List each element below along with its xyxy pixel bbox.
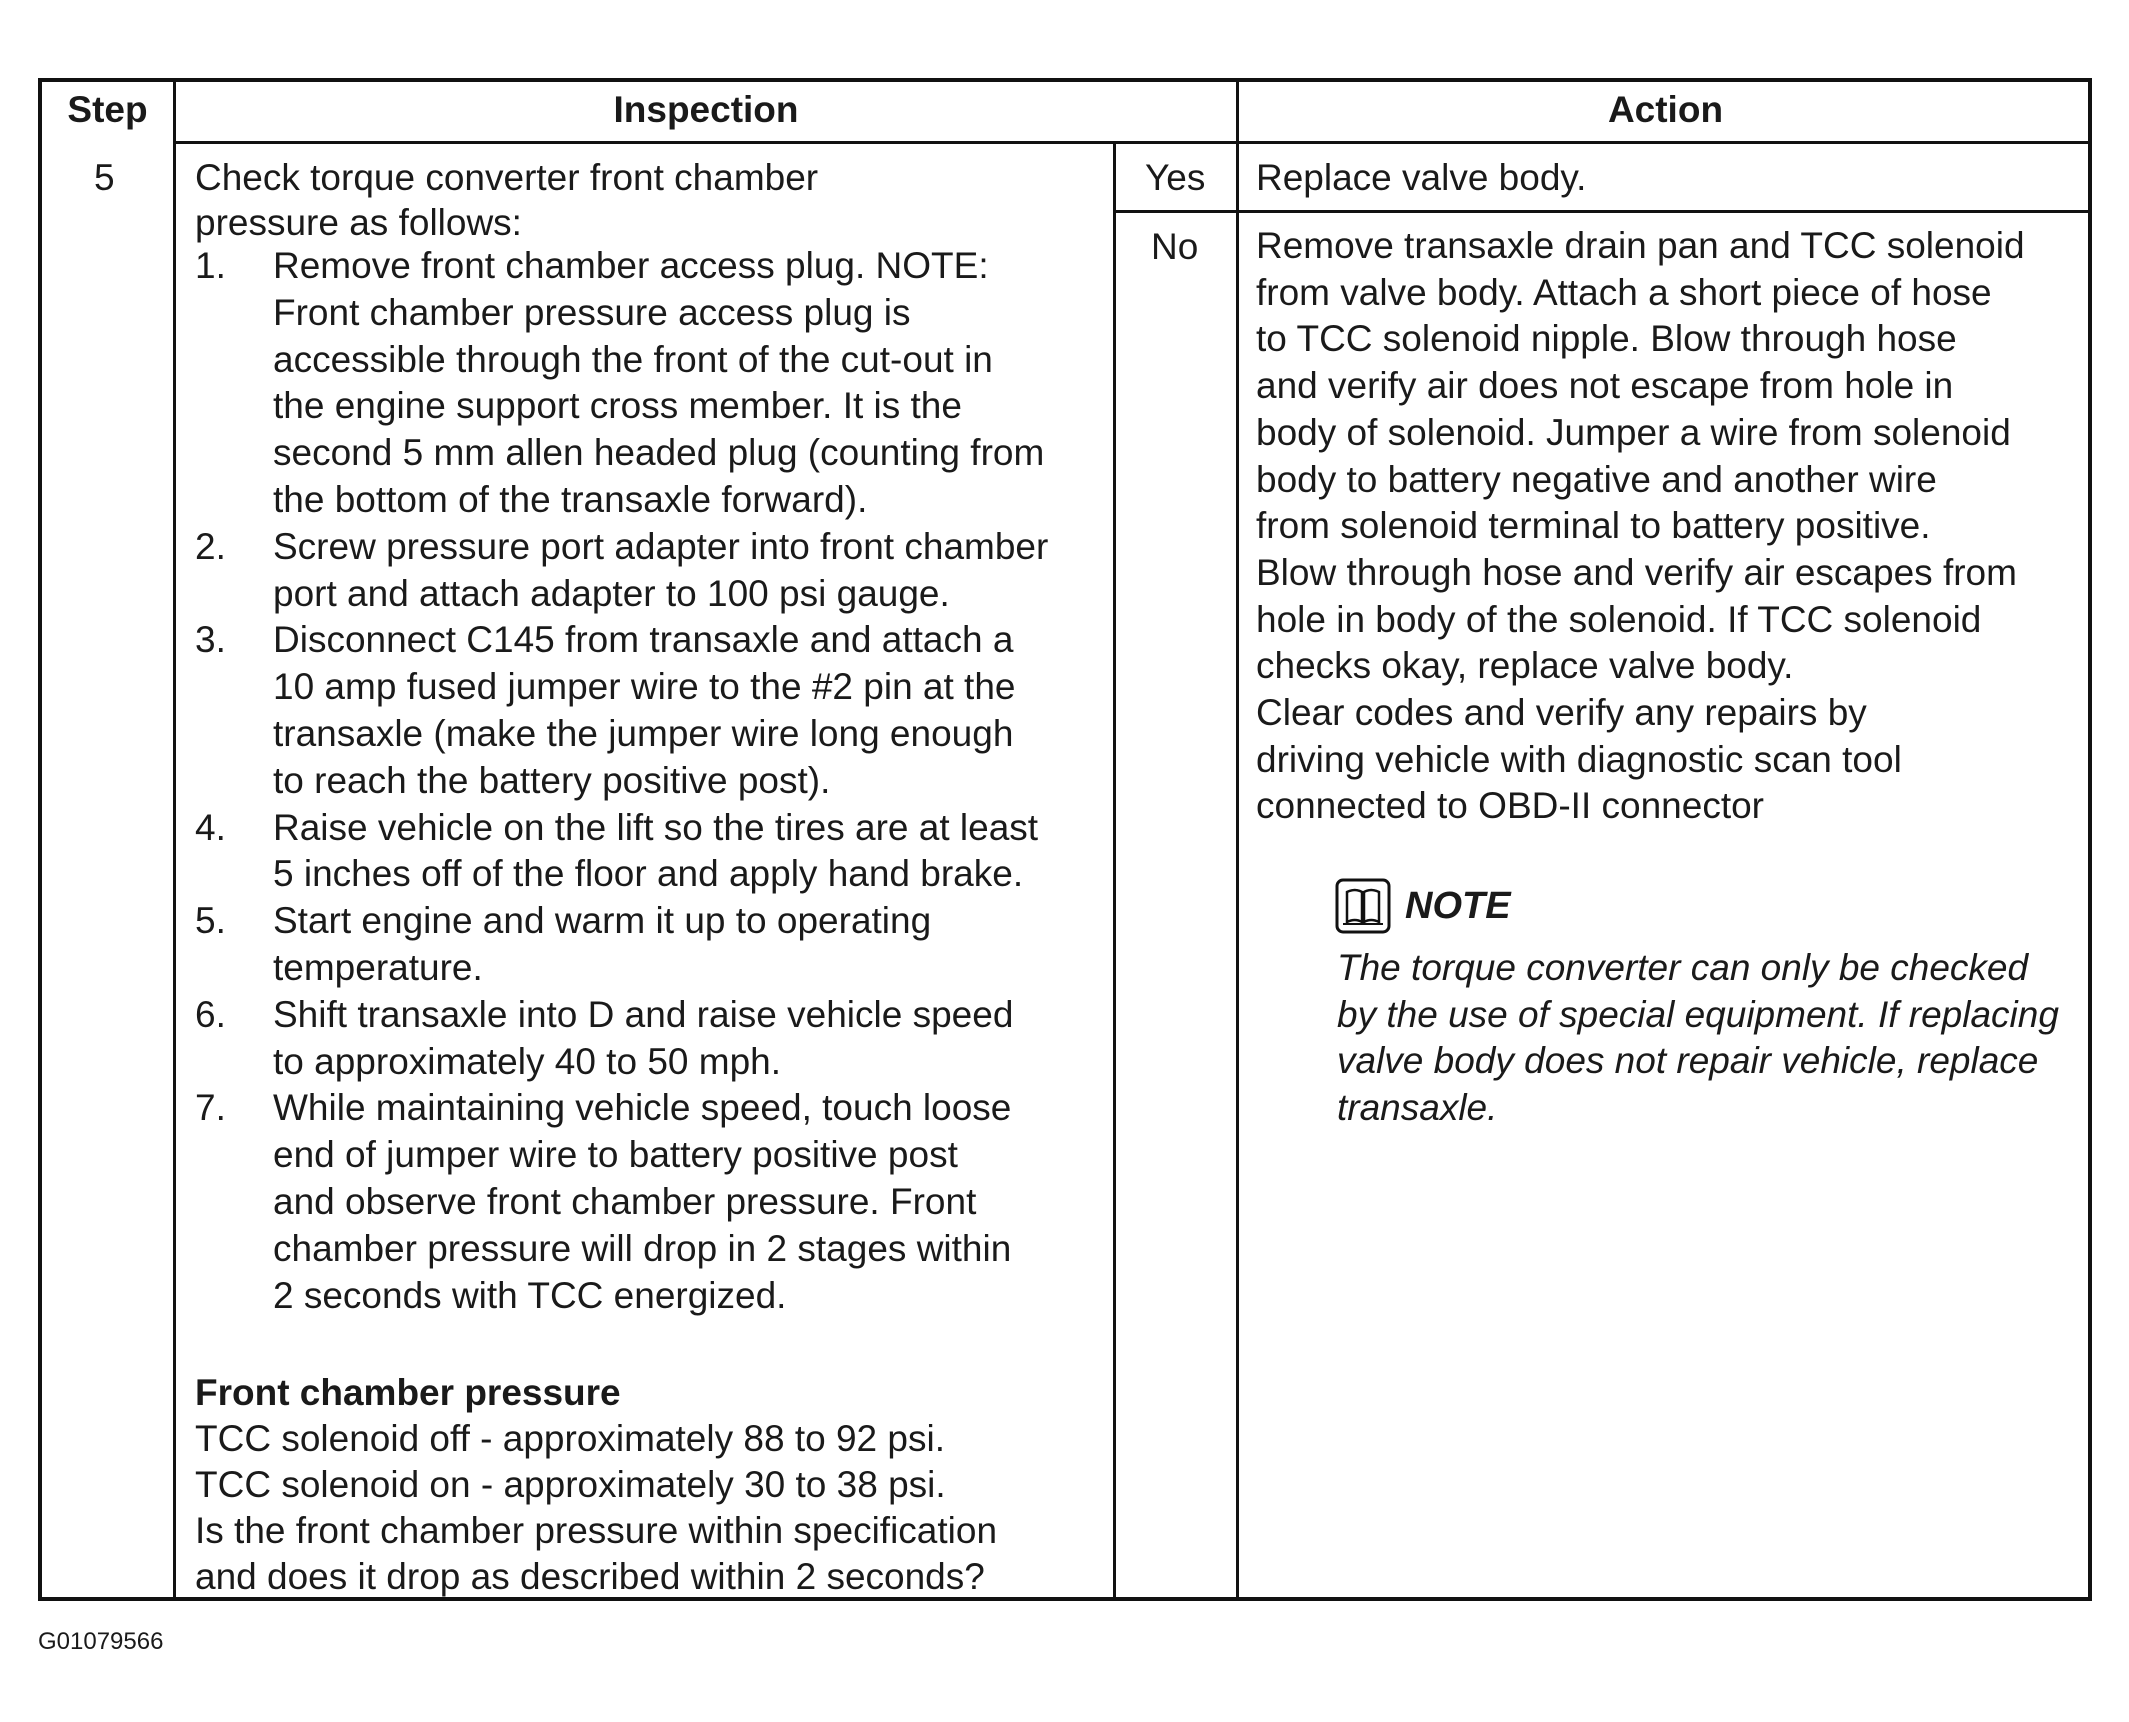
spec-line-3: Is the front chamber pressure within specification bbox=[195, 1510, 998, 1551]
procedure-step-1: 1. Remove front chamber access plug. NOTE: Front chamber pressure access plug is accessible through the front of the cut-out in the engine support cross member. It is the second 5 mm allen headed plug (counting from the bottom of the transaxle forward). bbox=[195, 245, 1045, 520]
procedure-step-3: 3. Disconnect C145 from transaxle and attach a 10 amp fused jumper wire to the #2 pin at the transaxle (make the jumper wire long enough to reach the battery positive post). bbox=[195, 619, 1016, 801]
procedure-step-7: 7. While maintaining vehicle speed, touch loose end of jumper wire to battery positive post and observe front chamber pressure. Front chamber pressure will drop in 2 stages within 2 seconds with TCC energized. bbox=[195, 1087, 1012, 1316]
book-icon bbox=[1335, 878, 1391, 934]
note-title: NOTE bbox=[1405, 884, 1511, 927]
inspection-intro-line-1: Check torque converter front chamber bbox=[195, 157, 819, 198]
no-label: No bbox=[1151, 226, 1199, 267]
procedure-step-2: 2. Screw pressure port adapter into front chamber port and attach adapter to 100 psi gauge. bbox=[195, 525, 1049, 614]
header-action: Action bbox=[1607, 89, 1724, 130]
header-step: Step bbox=[67, 89, 148, 130]
no-action: Remove transaxle drain pan and TCC solenoid from valve body. Attach a short piece of hose to TCC solenoid nipple. Blow through hose and verify air does not escape from hole in body of solenoid. Jumper a wire from solenoid body to battery negative and another wire from solenoid terminal to battery positive. Blow through hose and verify air escapes from hole in body of the solenoid. If TCC solenoid checks okay, replace valve body. Clear codes and verify any repairs by driving vehicle with diagnostic scan tool connected to OBD-II connector bbox=[1256, 225, 2025, 827]
divider-yesno-action bbox=[1236, 78, 1239, 1601]
divider-step-inspection bbox=[173, 78, 176, 1601]
yes-label: Yes bbox=[1145, 157, 1206, 198]
yes-action: Replace valve body. bbox=[1256, 157, 1587, 198]
procedure-step-5: 5. Start engine and warm it up to operating temperature. bbox=[195, 900, 932, 988]
figure-id: G01079566 bbox=[38, 1628, 164, 1655]
spec-line-2: TCC solenoid on - approximately 30 to 38 psi. bbox=[195, 1464, 946, 1505]
note-header bbox=[1335, 878, 1511, 934]
spec-title: Front chamber pressure bbox=[195, 1372, 621, 1413]
spec-line-1: TCC solenoid off - approximately 88 to 92 psi. bbox=[195, 1418, 945, 1459]
inspection-intro-line-2: pressure as follows: bbox=[195, 202, 522, 243]
procedure-step-6: 6. Shift transaxle into D and raise vehicle speed to approximately 40 to 50 mph. bbox=[195, 993, 1014, 1082]
spec-line-4: and does it drop as described within 2 seconds? bbox=[195, 1556, 985, 1597]
yes-no-divider bbox=[1113, 210, 2092, 213]
header-inspection: Inspection bbox=[613, 89, 799, 130]
procedure-step-4: 4. Raise vehicle on the lift so the tires are at least 5 inches off of the floor and apply hand brake. bbox=[195, 806, 1039, 895]
note-body: The torque converter can only be checked by the use of special equipment. If replacing valve body does not repair vehicle, replace transaxle. bbox=[1337, 947, 2059, 1128]
step-number: 5 bbox=[94, 157, 115, 198]
procedure-list bbox=[195, 243, 1115, 1319]
